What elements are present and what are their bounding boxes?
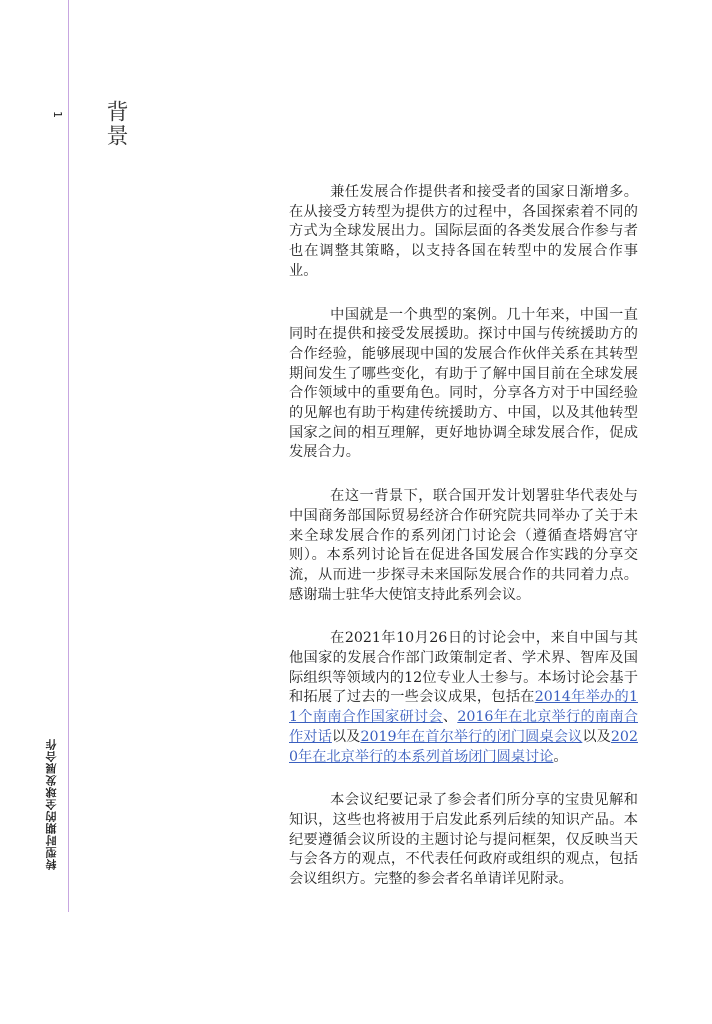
page-number: 1 (51, 110, 64, 118)
separator: 以及 (582, 728, 611, 745)
separator: 以及 (331, 728, 361, 745)
running-title: 转型时期的全球发展合作 (45, 738, 58, 870)
section-heading: 背景 (103, 100, 128, 148)
paragraph-1: 兼任发展合作提供者和接受者的国家日渐增多。在从接受方转型为提供方的过程中，各国探索着不同的方式为全球发展出力。国际层面的各类发展合作参与者也在调整其策略，以支持各国在转型中的发展合作事业。 (289, 184, 638, 279)
paragraph-2: 中国就是一个典型的案例。几十年来，中国一直同时在提供和接受发展援助。探讨中国与传统援助方的合作经验，能够展现中国的发展合作伙伴关系在其转型期间发生了哪些变化，有助于了解中国目前在全球发展合作领域中的重要角色。同时，分享各方对于中国经验的见解也有助于构建传统援助方、中国，以及其他转型国家之间的相互理解，更好地协调全球发展合作，促成发展合力。 (289, 306, 638, 461)
paragraph-4-end: 。 (553, 748, 568, 765)
paragraph-4 (289, 629, 638, 767)
link-2019-seoul-roundtable[interactable]: 2019年在首尔举行的闭门圆桌会议 (360, 728, 583, 745)
paragraph-5: 本会议纪要记录了参会者们所分享的宝贵见解和知识，这些也将被用于启发此系列后续的知识产品。本纪要遵循会议所设的主题讨论与提问框架，仅反映当天与会各方的观点，不代表任何政府或组织的观点，包括会议组织方。完整的参会者名单请详见附录。 (289, 792, 638, 888)
link-2014-south-south-workshop[interactable]: 2014年举办的11个南南合作国家研讨会 (289, 689, 638, 726)
paragraph-4-intro: 在2021年10月26日的讨论会中，来自中国与其他国家的发展合作部门政策制定者、学术界、智库及国际组织等领域内的12位专业人士参与。本场讨论会基于和拓展了过去的一些会议成果，包括在 (289, 630, 638, 706)
link-2016-beijing-dialogue[interactable]: 2016年在北京举行的南南合作对话 (289, 709, 638, 745)
link-2020-beijing-roundtable[interactable]: 2020年在北京举行的本系列首场闭门圆桌讨论 (289, 728, 638, 765)
margin-rule (68, 0, 69, 912)
paragraph-3: 在这一背景下，联合国开发计划署驻华代表处与中国商务部国际贸易经济合作研究院共同举办了关于未来全球发展合作的系列闭门讨论会（遵循查塔姆宫守则）。本系列讨论旨在促进各国发展合作实践的分享交流，从而进一步探寻未来国际发展合作的共同着力点。感谢瑞士驻华大使馆支持此系列会议。 (289, 488, 638, 603)
body-text (289, 183, 638, 914)
separator: 、 (442, 709, 458, 726)
